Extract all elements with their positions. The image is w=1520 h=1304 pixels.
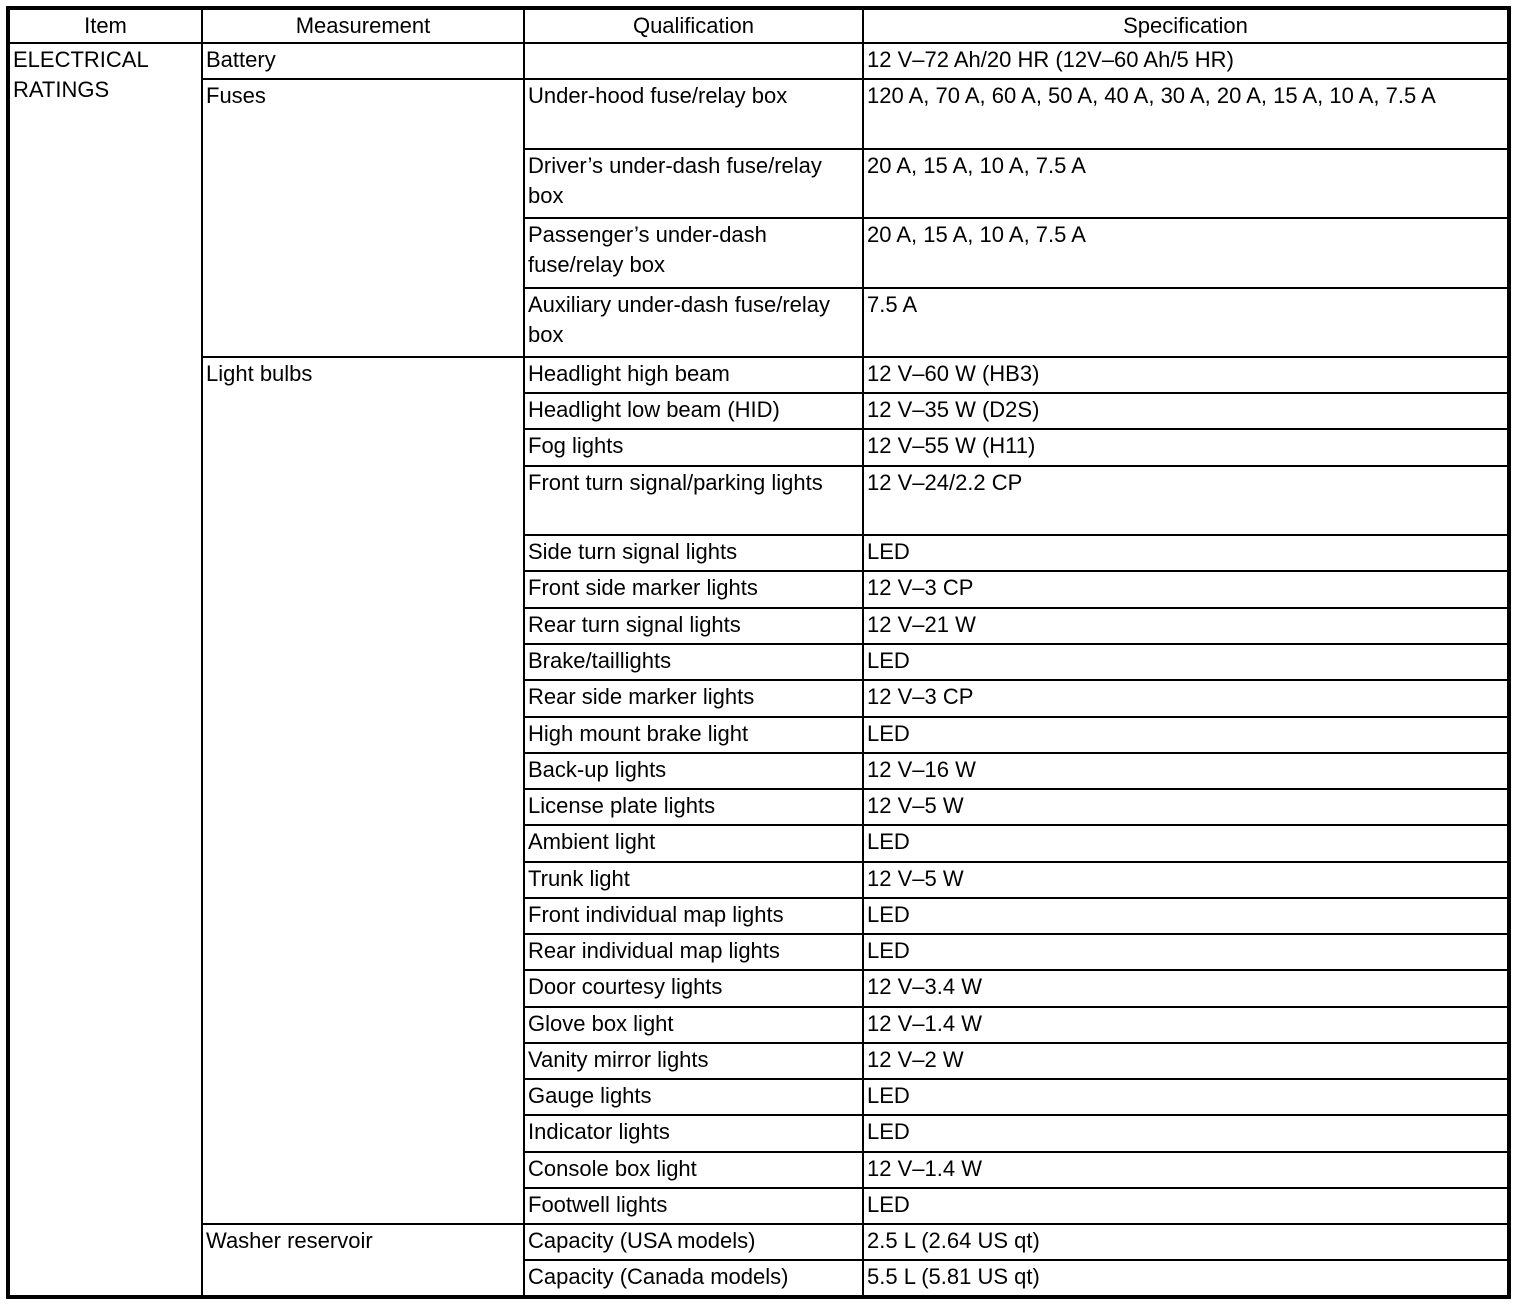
specification-cell: 12 V–24/2.2 CP <box>863 466 1509 535</box>
qualification-cell: Ambient light <box>524 825 863 861</box>
specification-cell: LED <box>863 644 1509 680</box>
header-row <box>8 8 1509 43</box>
qualification-cell: High mount brake light <box>524 717 863 753</box>
measurement-cell: Battery <box>202 43 524 79</box>
table-row <box>8 79 1509 148</box>
header-specification: Specification <box>863 8 1509 43</box>
specification-cell: 12 V–35 W (D2S) <box>863 393 1509 429</box>
qualification-cell: Front turn signal/parking lights <box>524 466 863 535</box>
specification-cell: 12 V–72 Ah/20 HR (12V–60 Ah/5 HR) <box>863 43 1509 79</box>
qualification-cell: Under-hood fuse/relay box <box>524 79 863 148</box>
table-row <box>8 43 1509 79</box>
measurement-cell: Light bulbs <box>202 357 524 1224</box>
specification-cell: LED <box>863 934 1509 970</box>
header-item: Item <box>8 8 202 43</box>
qualification-cell: Vanity mirror lights <box>524 1043 863 1079</box>
specification-cell: 12 V–16 W <box>863 753 1509 789</box>
specification-cell: 20 A, 15 A, 10 A, 7.5 A <box>863 149 1509 218</box>
specification-cell: 12 V–5 W <box>863 862 1509 898</box>
measurement-cell: Washer reservoir <box>202 1224 524 1297</box>
qualification-cell: Capacity (Canada models) <box>524 1260 863 1297</box>
header-qualification: Qualification <box>524 8 863 43</box>
qualification-cell: Rear turn signal lights <box>524 608 863 644</box>
qualification-cell: Glove box light <box>524 1007 863 1043</box>
table-row <box>8 1224 1509 1260</box>
qualification-cell: Console box light <box>524 1152 863 1188</box>
qualification-cell: Front side marker lights <box>524 571 863 607</box>
specification-cell: 12 V–3.4 W <box>863 970 1509 1006</box>
electrical-ratings-table <box>6 6 1511 1299</box>
specification-cell: LED <box>863 1079 1509 1115</box>
specification-cell: 2.5 L (2.64 US qt) <box>863 1224 1509 1260</box>
qualification-cell: Capacity (USA models) <box>524 1224 863 1260</box>
qualification-cell: Auxiliary under-dash fuse/relay box <box>524 288 863 357</box>
specification-cell: 12 V–1.4 W <box>863 1152 1509 1188</box>
qualification-cell: Fog lights <box>524 429 863 465</box>
specification-cell: 12 V–5 W <box>863 789 1509 825</box>
qualification-cell: Passenger’s under-dash fuse/relay box <box>524 218 863 287</box>
specification-cell: 20 A, 15 A, 10 A, 7.5 A <box>863 218 1509 287</box>
specification-cell: LED <box>863 825 1509 861</box>
specification-cell: 7.5 A <box>863 288 1509 357</box>
header-measurement: Measurement <box>202 8 524 43</box>
specification-cell: 12 V–60 W (HB3) <box>863 357 1509 393</box>
qualification-cell: Door courtesy lights <box>524 970 863 1006</box>
qualification-cell: Trunk light <box>524 862 863 898</box>
table-row <box>8 357 1509 393</box>
qualification-cell: Driver’s under-dash fuse/relay box <box>524 149 863 218</box>
item-cell: ELECTRICAL RATINGS <box>8 43 202 1297</box>
qualification-cell: Headlight low beam (HID) <box>524 393 863 429</box>
specification-cell: 12 V–3 CP <box>863 680 1509 716</box>
qualification-cell: Rear side marker lights <box>524 680 863 716</box>
specification-cell: LED <box>863 535 1509 571</box>
qualification-cell: Brake/taillights <box>524 644 863 680</box>
specification-cell: LED <box>863 1188 1509 1224</box>
specification-cell: LED <box>863 717 1509 753</box>
qualification-cell: Front individual map lights <box>524 898 863 934</box>
measurement-cell: Fuses <box>202 79 524 357</box>
qualification-cell: Indicator lights <box>524 1115 863 1151</box>
specification-cell: 5.5 L (5.81 US qt) <box>863 1260 1509 1297</box>
qualification-cell: Headlight high beam <box>524 357 863 393</box>
specification-cell: 120 A, 70 A, 60 A, 50 A, 40 A, 30 A, 20 A, 15 A, 10 A, 7.5 A <box>863 79 1509 148</box>
specification-cell: 12 V–55 W (H11) <box>863 429 1509 465</box>
specification-cell: 12 V–2 W <box>863 1043 1509 1079</box>
qualification-cell: Rear individual map lights <box>524 934 863 970</box>
specification-cell: 12 V–3 CP <box>863 571 1509 607</box>
qualification-cell: Gauge lights <box>524 1079 863 1115</box>
specification-cell: LED <box>863 898 1509 934</box>
qualification-cell <box>524 43 863 79</box>
qualification-cell: Back-up lights <box>524 753 863 789</box>
qualification-cell: License plate lights <box>524 789 863 825</box>
qualification-cell: Footwell lights <box>524 1188 863 1224</box>
specification-cell: LED <box>863 1115 1509 1151</box>
specification-cell: 12 V–21 W <box>863 608 1509 644</box>
qualification-cell: Side turn signal lights <box>524 535 863 571</box>
specification-cell: 12 V–1.4 W <box>863 1007 1509 1043</box>
